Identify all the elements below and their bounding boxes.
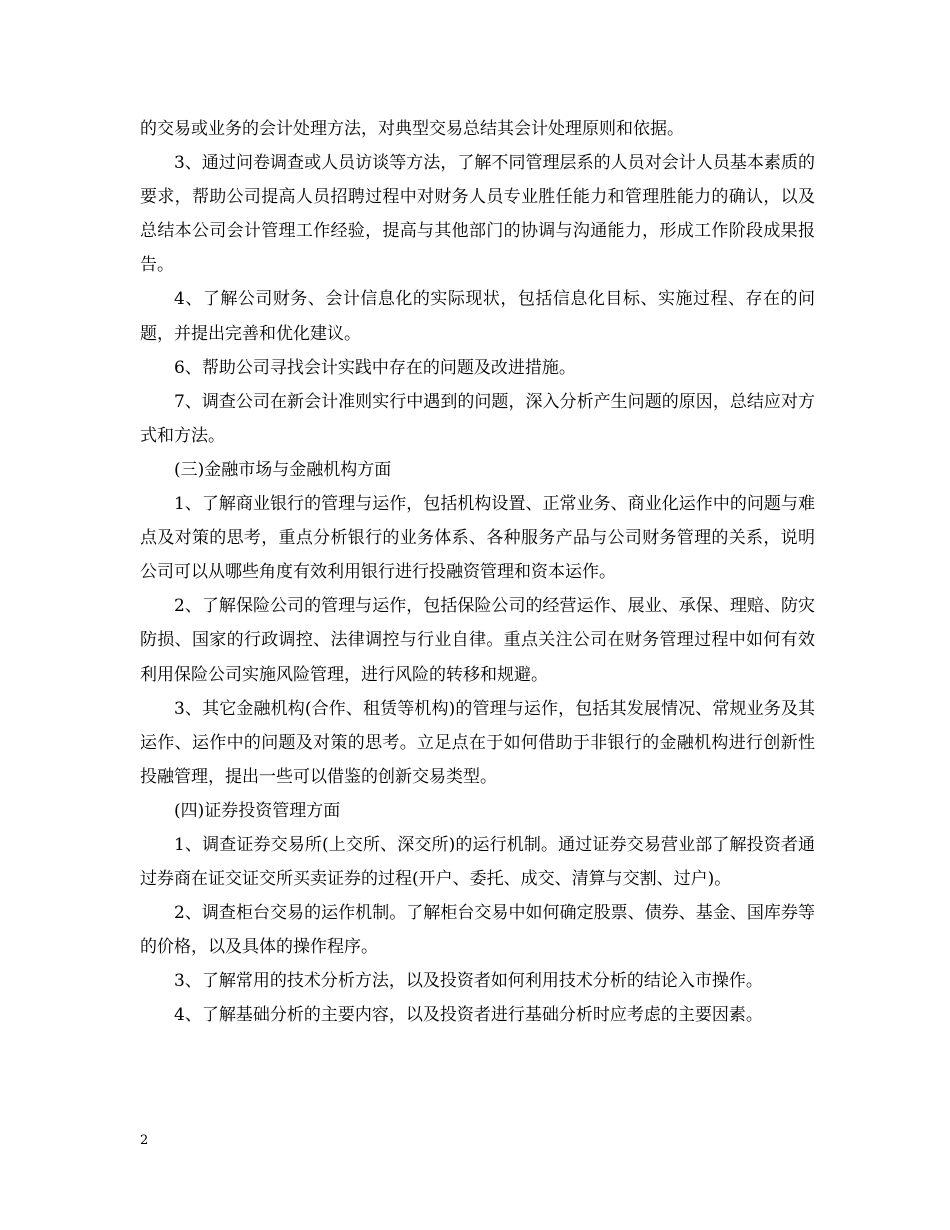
paragraph-exchange-item-1: 1、调查证券交易所(上交所、深交所)的运行机制。通过证券交易营业部了解投资者通过券商在证交证交所买卖证券的过程(开户、委托、成交、清算与交割、过户)。 (140, 834, 815, 890)
paragraph-item-3: 3、通过问卷调查或人员访谈等方法，了解不同管理层系的人员对会计人员基本素质的要求，帮助公司提高人员招聘过程中对财务人员专业胜任能力和管理胜能力的确认，以及总结本公司会计管理工作经验，提高与其他部门的协调与沟通能力，形成工作阶段成果报告。 (140, 153, 815, 276)
paragraph-item-6: 6、帮助公司寻找会计实践中存在的问题及改进措施。 (174, 357, 576, 378)
section-heading-financial-markets: (三)金融市场与金融机构方面 (174, 459, 392, 480)
section-heading-securities: (四)证券投资管理方面 (174, 800, 341, 821)
paragraph-fundamental-analysis-item-4: 4、了解基础分析的主要内容，以及投资者进行基础分析时应考虑的主要因素。 (174, 1005, 763, 1026)
paragraph-insurance-item-2: 2、了解保险公司的管理与运作，包括保险公司的经营运作、展业、承保、理赔、防灾防损、国家的行政调控、法律调控与行业自律。重点关注公司在财务管理过程中如何有效利用保险公司实施风险管理，进行风险的转移和规避。 (140, 596, 815, 685)
paragraph-other-institutions-item-3: 3、其它金融机构(合作、租赁等机构)的管理与运作，包括其发展情况、常规业务及其运作、运作中的问题及对策的思考。立足点在于如何借助于非银行的金融机构进行创新性投融管理，提出一些可以借鉴的创新交易类型。 (140, 698, 815, 787)
paragraph-item-4: 4、了解公司财务、会计信息化的实际现状，包括信息化目标、实施过程、存在的问题，并提出完善和优化建议。 (140, 289, 815, 344)
paragraph-bank-item-1: 1、了解商业银行的管理与运作，包括机构设置、正常业务、商业化运作中的问题与难点及对策的思考，重点分析银行的业务体系、各种服务产品与公司财务管理的关系，说明公司可以从哪些角度有效利用银行进行投融资管理和资本运作。 (140, 494, 815, 583)
paragraph-technical-analysis-item-3: 3、了解常用的技术分析方法，以及投资者如何利用技术分析的结论入市操作。 (174, 971, 763, 992)
paragraph-otc-item-2: 2、调查柜台交易的运作机制。了解柜台交易中如何确定股票、债券、基金、国库券等的价格，以及具体的操作程序。 (140, 903, 815, 958)
document-body (140, 112, 815, 1033)
paragraph-continuation: 的交易或业务的会计处理方法，对典型交易总结其会计处理原则和依据。 (140, 119, 684, 139)
paragraph-item-7: 7、调查公司在新会计准则实行中遇到的问题，深入分析产生问题的原因，总结应对方式和方法。 (140, 391, 815, 446)
page-number: 2 (140, 1133, 149, 1148)
